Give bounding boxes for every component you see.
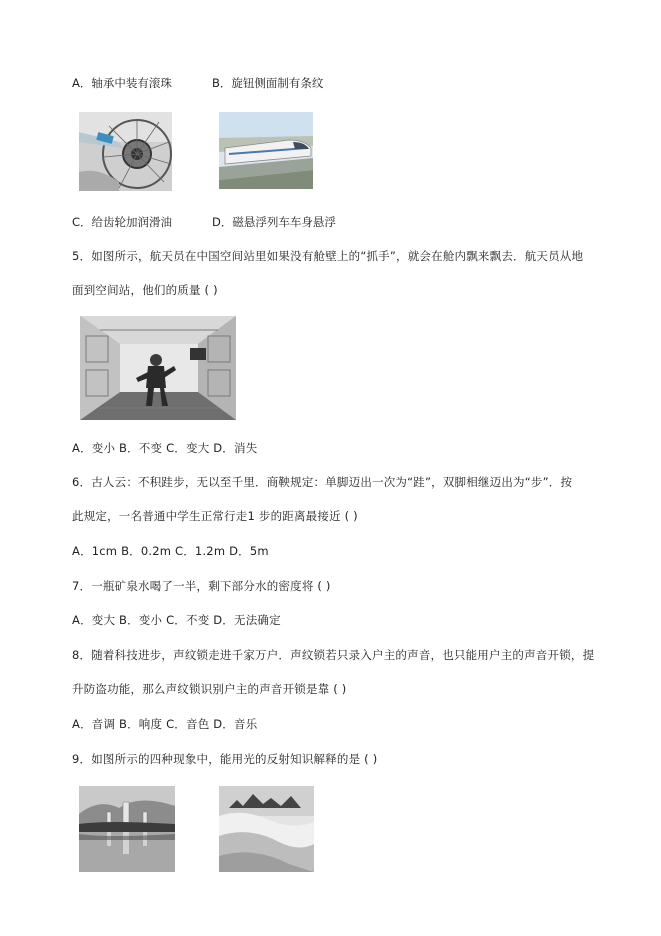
q4-option-d: D．磁悬浮列车车身悬浮: [212, 215, 336, 229]
q8-stem-line1: 8．随着科技进步，声纹锁走进千家万户．声纹锁若只录入户主的声音，也只能用户主的声音开锁，提: [72, 648, 595, 662]
q6-stem-line2: 此规定，一名普通中学生正常行走1 步的距离最接近 ( ): [72, 509, 358, 523]
q7-stem: 7．一瓶矿泉水喝了一半，剩下部分水的密度将 ( ): [72, 579, 331, 593]
q5-options: A．变小 B．不变 C．变大 D．消失: [72, 441, 258, 455]
mirage-desert-photo: [219, 786, 314, 872]
maglev-train-photo: [219, 112, 313, 189]
q6-options: A．1cm B．0.2m C．1.2m D．5m: [72, 544, 269, 558]
q4-option-a: A．轴承中装有滚珠: [72, 76, 172, 90]
q7-options: A．变大 B．变小 C．不变 D．无法确定: [72, 613, 281, 627]
q4-option-b: B．旋钮侧面制有条纹: [212, 76, 324, 90]
q5-stem-line1: 5．如图所示，航天员在中国空间站里如果没有舱壁上的“抓手”，就会在舱内飘来飘去．航天员从地: [72, 249, 584, 263]
space-station-photo: [80, 316, 236, 420]
q8-stem-line2: 升防盗功能，那么声纹锁识别户主的声音开锁是靠 ( ): [72, 682, 347, 696]
pagoda-reflection-photo: [79, 786, 175, 872]
q6-stem-line1: 6．古人云：不积跬步，无以至千里．商鞅规定：单脚迈出一次为“跬”，双脚相继迈出为“步”．按: [72, 475, 573, 489]
q9-stem: 9．如图所示的四种现象中，能用光的反射知识解释的是 ( ): [72, 752, 378, 766]
q5-stem-line2: 面到空间站，他们的质量 ( ): [72, 283, 218, 297]
q4-option-c: C．给齿轮加润滑油: [72, 215, 173, 229]
q8-options: A．音调 B．响度 C．音色 D．音乐: [72, 717, 258, 731]
bicycle-gear-photo: [79, 112, 172, 191]
